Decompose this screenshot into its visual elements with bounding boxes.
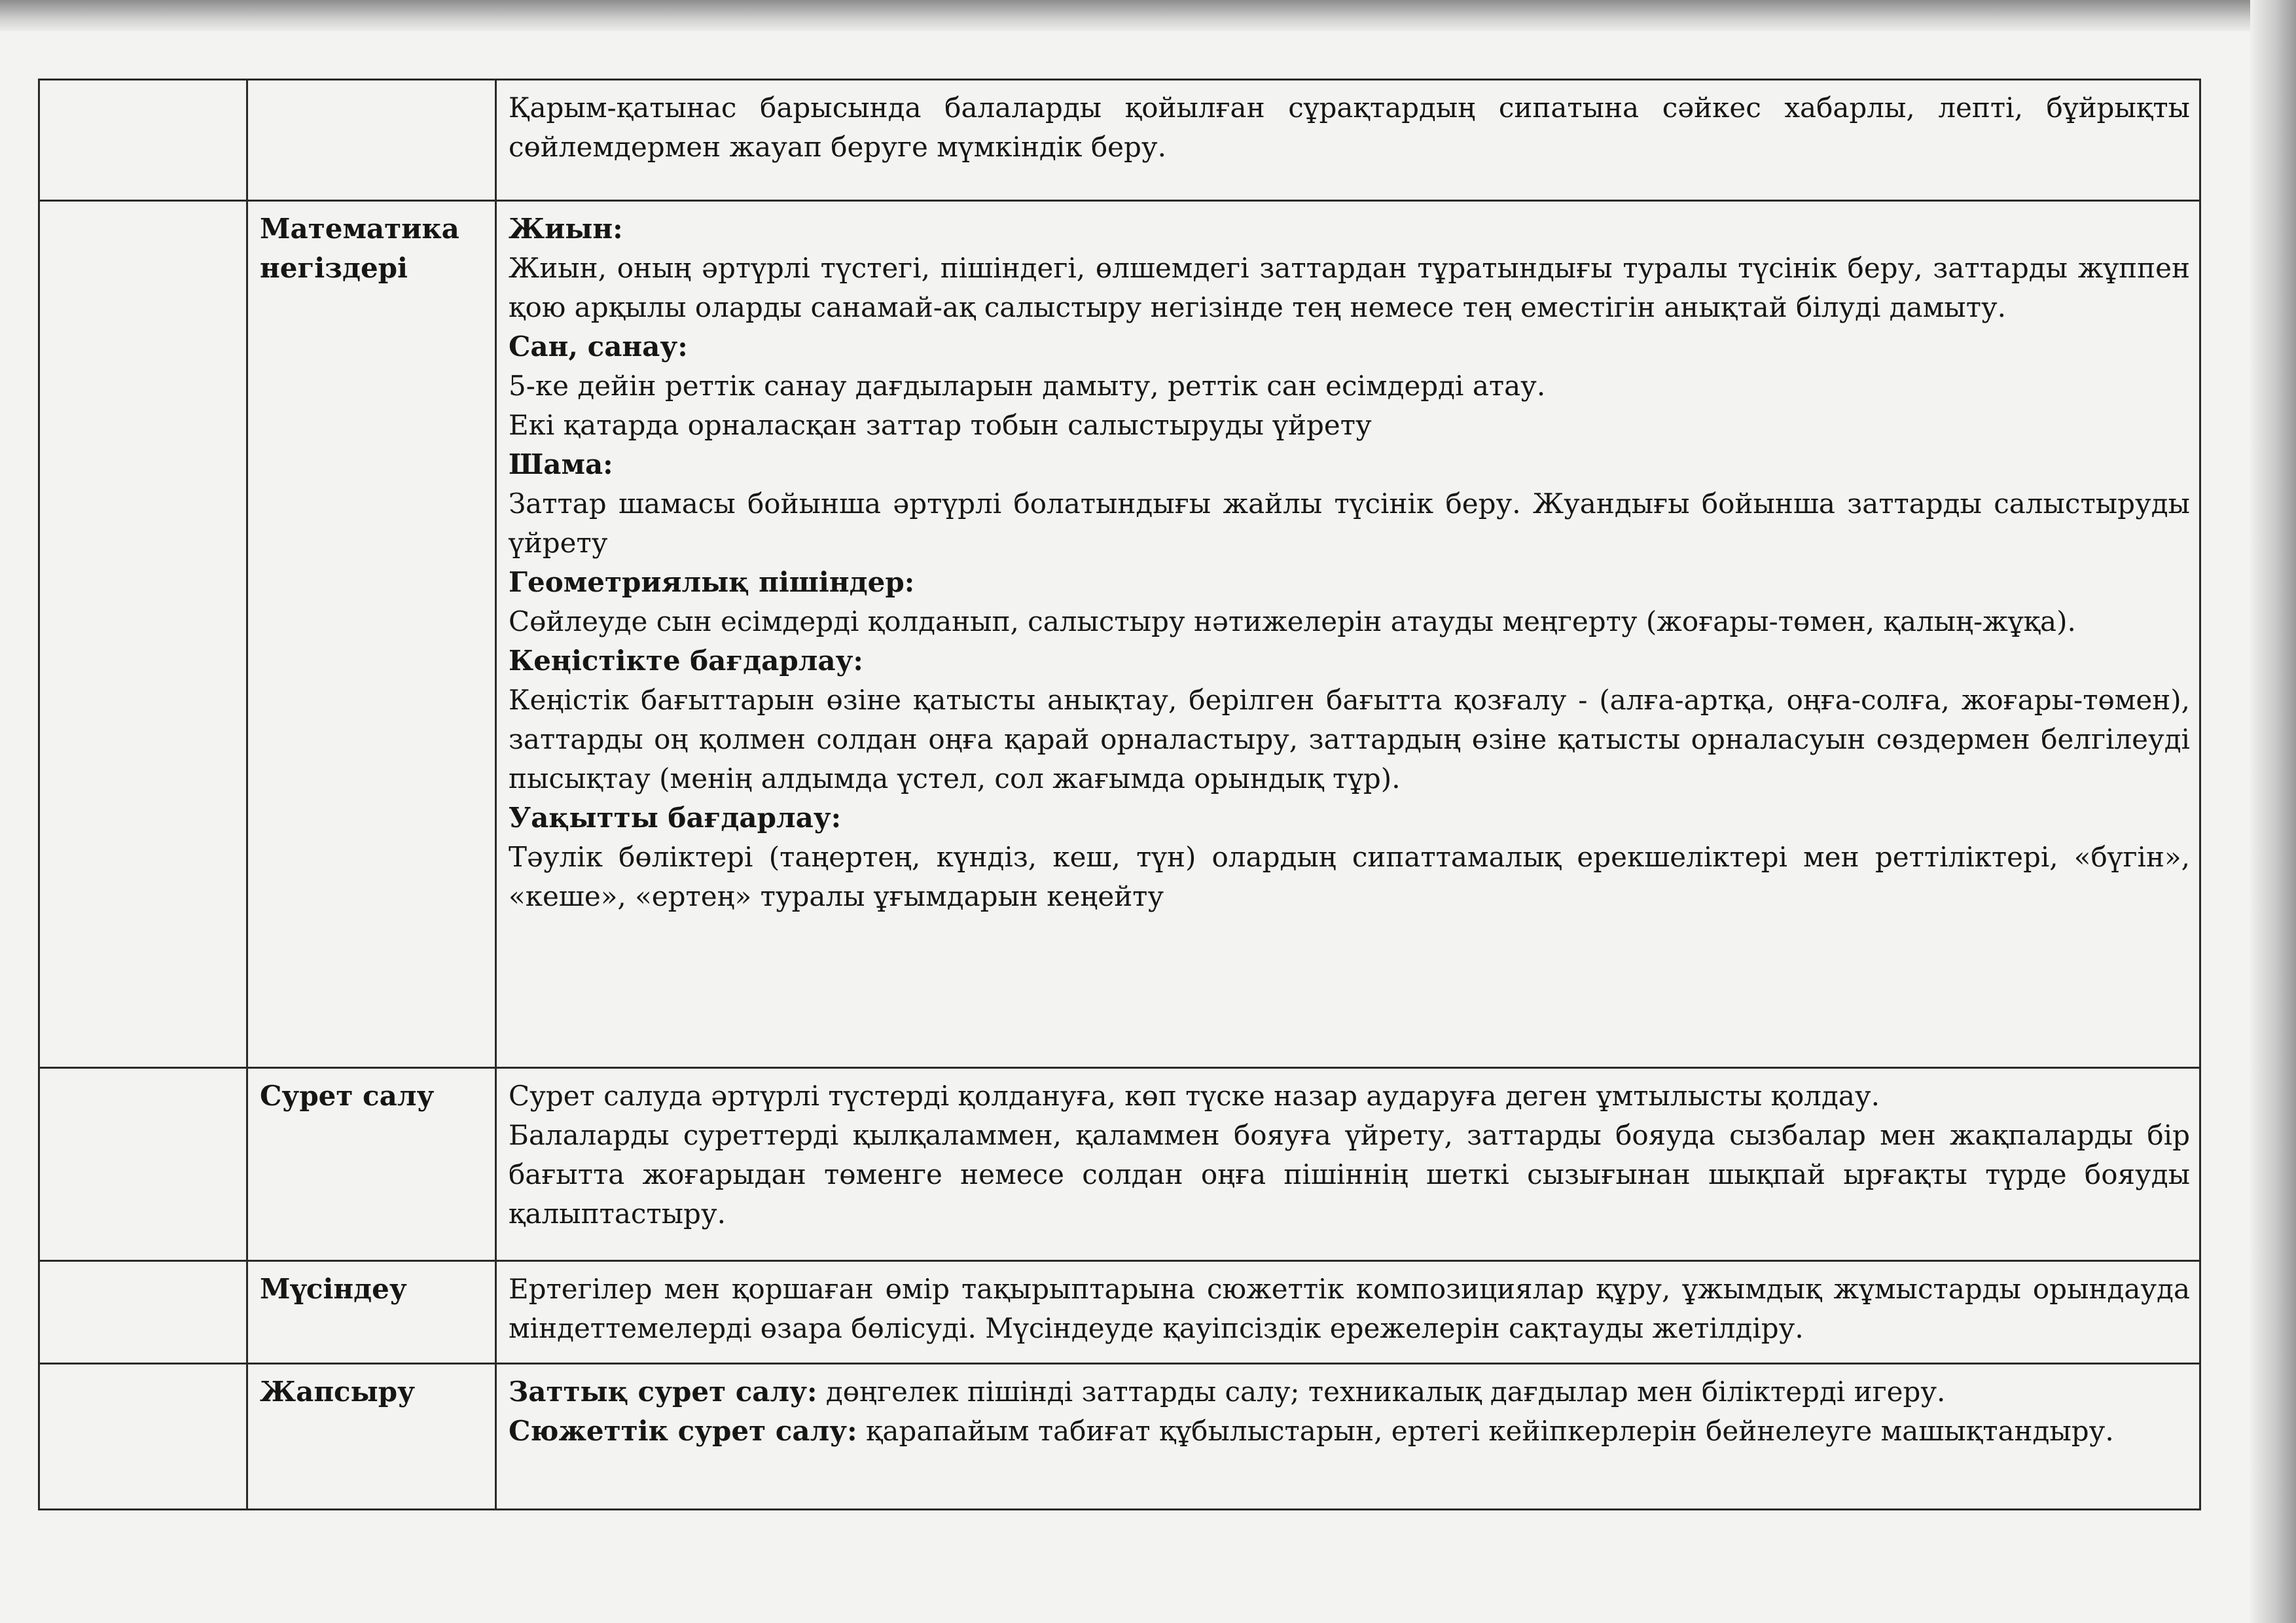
section-text-time: Тәулік бөліктері (таңертең, күндіз, кеш, түн) олардың сипаттамалық ерекшеліктері мен реттіліктері, «бүгін», «кеше», «ертең» туралы ұғымдарын кеңейту [509, 841, 2190, 912]
section-heading-size: Шама: [509, 448, 613, 480]
applique-plot-lead: Сюжеттік сурет салу: [509, 1415, 857, 1447]
applique-object-paragraph [509, 1372, 2190, 1412]
content-cell [496, 80, 2200, 201]
section-text-size: Заттар шамасы бойынша әртүрлі болатындығы жайлы түсінік беру. Жуандығы бойынша заттарды салыстыруды үйрету [509, 488, 2190, 559]
blank-cell [39, 80, 247, 201]
content-cell [496, 201, 2200, 1068]
applique-object-text: дөңгелек пішінді заттарды салу; техникалық дағдылар мен біліктерді игеру. [825, 1376, 1946, 1408]
scan-shadow-top [0, 0, 2296, 31]
scan-shadow-right [2250, 0, 2296, 1623]
content-cell [496, 1364, 2200, 1510]
section-text-set: Жиын, оның әртүрлі түстегі, пішіндегі, өлшемдегі заттардан тұратындығы туралы түсінік беру, заттарды жұппен қою арқылы оларды санамай-ақ салыстыру негізінде тең немесе тең еместігін анықтай білуді дамыту. [509, 252, 2190, 323]
blank-cell [39, 201, 247, 1068]
content-cell [496, 1068, 2200, 1261]
section-text-count-1: 5-ке дейін реттік санау дағдыларын дамыту, реттік сан есімдерді атау. [509, 370, 1546, 402]
applique-object-lead: Заттық сурет салу: [509, 1376, 817, 1408]
blank-cell [39, 1068, 247, 1261]
section-heading-time: Уақытты бағдарлау: [509, 802, 842, 834]
modeling-text: Ертегілер мен қоршаған өмір тақырыптарына сюжеттік композициялар құру, ұжымдық жұмыстарды орындауда міндеттемелерді өзара бөлісуді. Мүсіндеуде қауіпсіздік ережелерін сақтауды жетілдіру. [509, 1273, 2190, 1344]
content-cell [496, 1261, 2200, 1364]
section-text-count-2: Екі қатарда орналасқан заттар тобын салыстыруды үйрету [509, 409, 1372, 441]
table-row-applique [39, 1364, 2200, 1510]
subject-label-drawing: Сурет салу [247, 1068, 496, 1261]
applique-plot-text: қарапайым табиғат құбылыстарын, ертегі кейіпкерлерін бейнелеуге машықтандыру. [865, 1415, 2114, 1447]
section-heading-geometry: Геометриялық пішіндер: [509, 566, 915, 598]
subject-label-applique: Жапсыру [247, 1364, 496, 1510]
table-row-math [39, 201, 2200, 1068]
blank-cell [39, 1364, 247, 1510]
section-text-geometry: Сөйлеуде сын есімдерді қолданып, салыстыру нәтижелерін атауды меңгерту (жоғары-төмен, қалың-жұқа). [509, 605, 2076, 637]
curriculum-table [38, 79, 2201, 1510]
section-text-space: Кеңістік бағыттарын өзіне қатысты анықтау, берілген бағытта қозғалу - (алға-артқа, оңға-солға, жоғары-төмен), заттарды оң қолмен солдан оңға қарай орналастыру, заттардың өзіне қатысты орналасуын сөздермен белгілеуді пысықтау (менің алдымда үстел, сол жағымда орындық тұр). [509, 684, 2190, 794]
drawing-text-1: Сурет салуда әртүрлі түстерді қолдануға, көп түске назар аударуға деген ұмтылысты қолдау. [509, 1080, 1880, 1112]
table-row-intro [39, 80, 2200, 201]
subject-label-modeling: Мүсіндеу [247, 1261, 496, 1364]
table-row-modeling [39, 1261, 2200, 1364]
section-heading-count: Сан, санау: [509, 330, 688, 363]
blank-cell [247, 80, 496, 201]
applique-plot-paragraph [509, 1412, 2190, 1451]
section-heading-space: Кеңістікте бағдарлау: [509, 645, 863, 677]
drawing-text-2: Балаларды суреттерді қылқаламмен, қаламмен бояуға үйрету, заттарды бояуда сызбалар мен жақпаларды бір бағытта жоғарыдан төменге немесе солдан оңға пішіннің шеткі сызығынан шықпай ырғақты түрде бояуды қалыптастыру. [509, 1119, 2190, 1230]
blank-cell [39, 1261, 247, 1364]
intro-text: Қарым-қатынас барысында балаларды қойылған сұрақтардың сипатына сәйкес хабарлы, лепті, бұйрықты сөйлемдермен жауап беруге мүмкіндік беру. [509, 92, 2190, 163]
table-row-drawing [39, 1068, 2200, 1261]
subject-label-math: Математика негіздері [247, 201, 496, 1068]
section-heading-set: Жиын: [509, 213, 623, 245]
